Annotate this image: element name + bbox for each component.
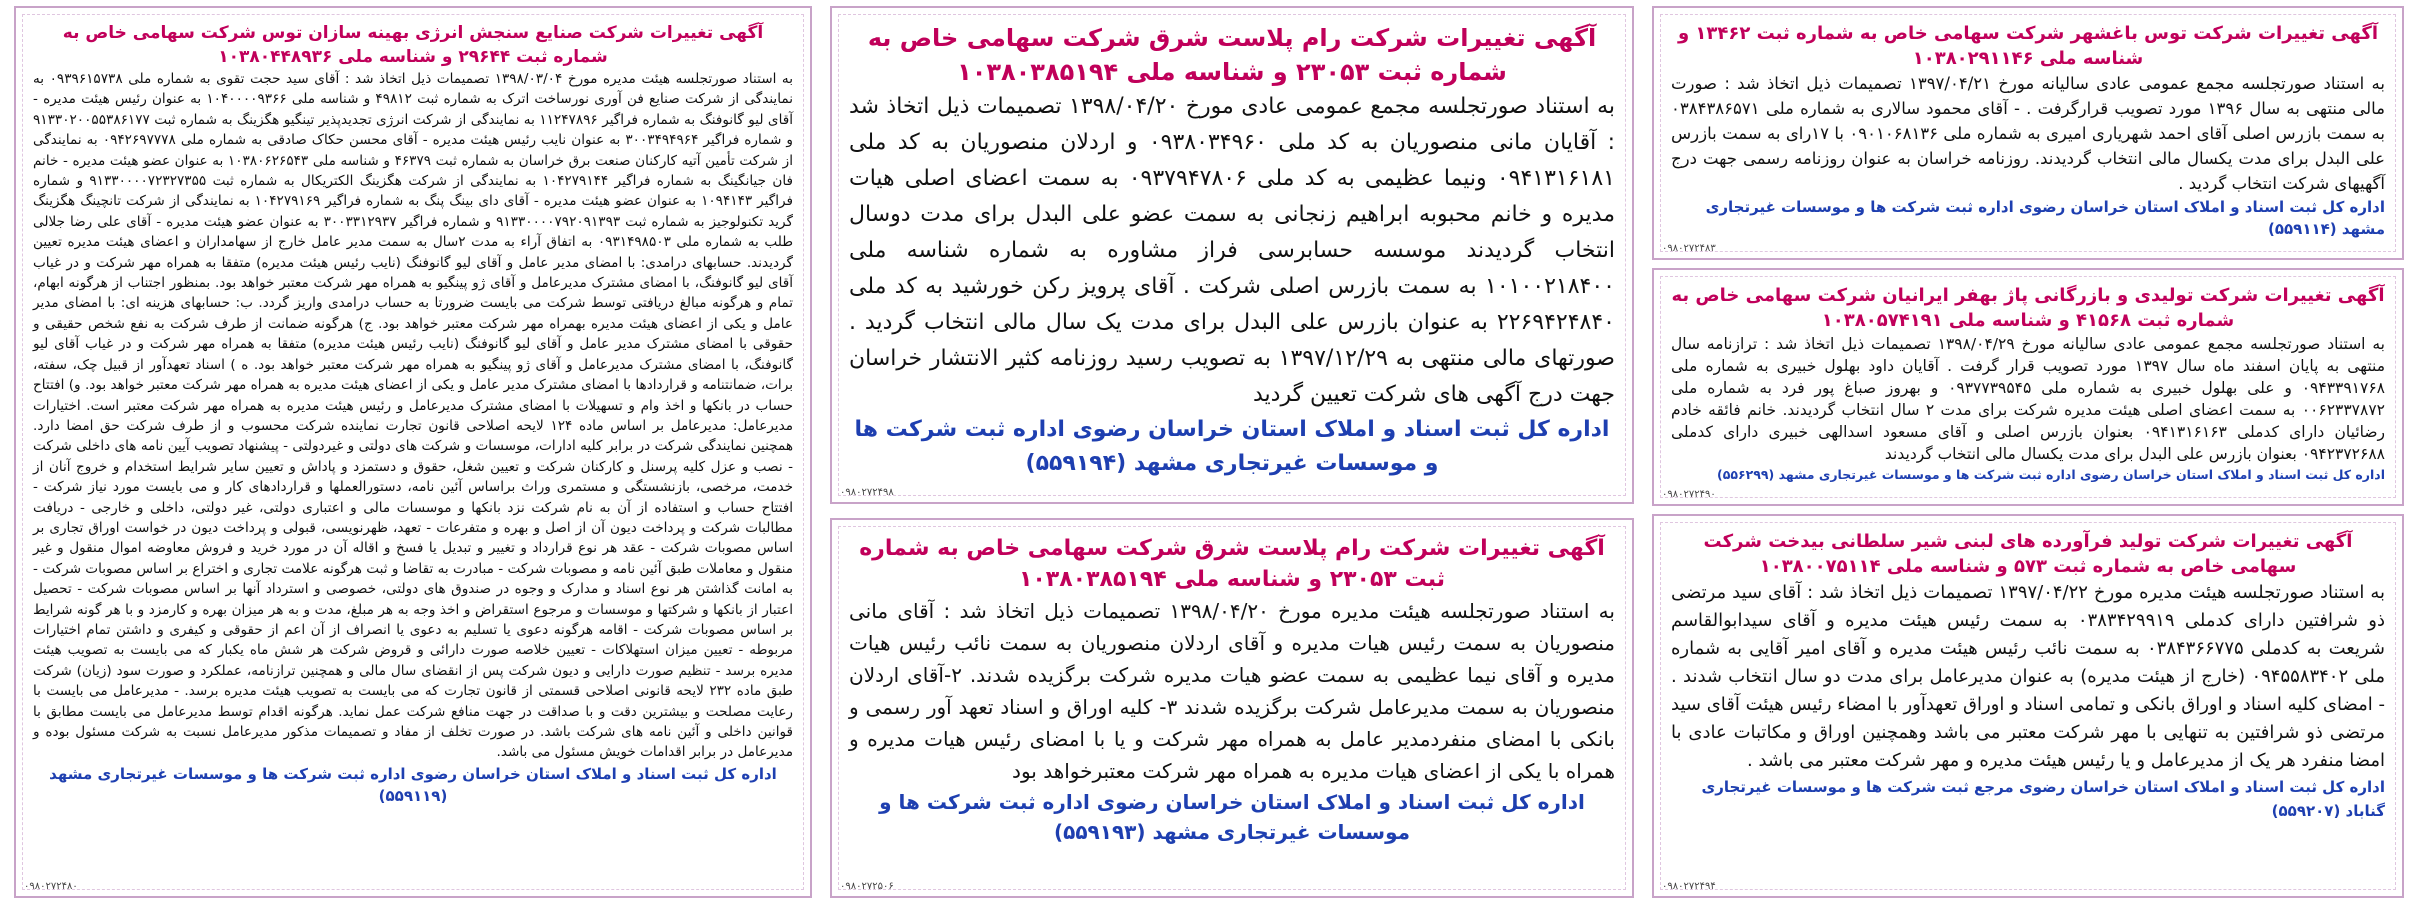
ad-title: آگهی تغییرات شرکت رام پلاست شرق شرکت سهامی خاص به شماره ثبت ۲۳۰۵۳ و شناسه ملی ۱۰۳۸۰۳۸۵۱۹۴: [859, 536, 1605, 592]
ad-body: به استناد صورتجلسه مجمع عمومی عادی مورخ ۱۳۹۸/۰۴/۲۰ تصمیمات ذیل اتخاذ شد : آقایان مانی منصوریان به کد ملی ۰۹۳۸۰۳۴۹۶۰ و اردلان منصوریان به کد ملی ۰۹۴۱۳۱۶۱۸۱ ونیما عظیمی به کد ملی ۰۹۳۷۹۴۷۸۰۶ به سمت اعضای اصلی هیات مدیره و خانم محبوبه ابراهیم زنجانی به سمت عضو علی البدل برای مدت دوسال انتخاب گردیدند موسسه حسابرسی فراز مشاوره به شماره شناسه ملی ۱۰۱۰۰۲۱۸۴۰۰ به سمت بازرس اصلی شرکت . آقای پرویز رکن خورشید به کد ملی ۲۲۶۹۴۲۴۸۴۰ به عنوان بازرس علی البدل برای مدت یک سال مالی انتخاب گردید . صورتهای مالی منتهی به ۱۳۹۷/۱۲/۲۹ به تصویب رسید روزنامه کثیر الانتشار خراسان جهت درج آگهی های شرکت تعیین گردید: [849, 94, 1615, 407]
ad-footer: اداره کل ثبت اسناد و املاک استان خراسان رضوی اداره ثبت شرکت ها و موسسات غیرتجاری مشهد (۵۵۹۱۹۴): [854, 417, 1610, 476]
ad-title: آگهی تغییرات شرکت توس باغشهر شرکت سهامی خاص به شماره ثبت ۱۳۴۶۲ و شناسه ملی ۱۰۳۸۰۲۹۱۱۴۶: [1677, 23, 2379, 69]
ad-soltani-bidokht: [1652, 514, 2404, 898]
ad-title: آگهی تغییرات شرکت تولیدی و بازرگانی پاژ بهفر ایرانیان شرکت سهامی خاص به شماره ثبت ۴۱۵۶۸ و شناسه ملی ۱۰۳۸۰۵۷۴۱۹۱: [1671, 285, 2385, 331]
ad-footer: اداره کل ثبت اسناد و املاک استان خراسان رضوی مرجع ثبت شرکت ها و موسسات غیرتجاری گناباد (۵۵۹۲۰۷): [1701, 778, 2385, 820]
ad-body: به استناد صورتجلسه هیئت مدیره مورخ ۱۳۹۸/۰۳/۰۴ تصمیمات ذیل اتخاذ شد : آقای سید حجت تقوی به شماره ملی ۰۹۳۹۶۱۵۷۳۸ به نمایندگی از شرکت صنایع فن آوری نورساخت اترک به شماره ثبت ۴۹۸۱۲ و شناسه ملی ۱۰۴۰۰۰۰۹۳۶۶ به عنوان رئیس هیئت مدیره - آقای لیو گانوفنگ به شماره فراگیر ۱۱۲۴۷۸۹۶ به نمایندگی از شرکت انرژی تجدیدپذیر تینگیو هگزینگ به شماره ثبت ۹۱۳۳۰۲۰۰۵۵۳۸۶۱۷۷ و شماره فراگیر ۳۰۰۳۴۹۴۹۶۴ به عنوان نایب رئیس هیئت مدیره - آقای محسن حکاک صادقی به شماره ملی ۰۹۴۲۶۹۷۷۷۸ به نمایندگی از شرکت تأمین آتیه کارکنان صنعت برق خراسان به شماره ثبت ۴۶۳۷۹ و شناسه ملی ۱۰۳۸۰۶۲۶۵۴۳ به عنوان عضو هیئت مدیره - خانم فان جیانگینگ به شماره فراگیر ۱۰۴۲۷۹۱۴۴ به نمایندگی از شرکت هگزینگ الکتریکال به شماره ثبت ۹۱۳۳۰۰۰۰۷۲۳۲۷۳۵۵ و شماره فراگیر ۱۰۹۴۱۴۳ به عنوان عضو هیئت مدیره - آقای دای بینگ پنگ به شماره فراگیر ۱۰۴۲۷۹۱۶۹ به نمایندگی از شرکت تانچینگ هگزینگ گرید تکنولوجیز به شماره ثبت ۹۱۳۳۰۰۰۰۷۹۲۰۹۱۳۹۳ و شماره فراگیر ۳۰۰۳۳۱۲۹۳۷ به عنوان عضو هیئت مدیره - آقای علی رضا جلالی طلب به شماره ملی ۰۹۳۱۴۹۸۵۰۳ به اتفاق آراء به مدت ۲سال به سمت مدیر عامل خارج از سهامداران و اعضای هیئت مدیره تعیین گردیدند. حسابهای درامدی: با امضای مدیر عامل و آقای لیو گانوفنگ (نایب رئیس هیئت مدیره) متفقا به همراه مهر شرکت و در غیاب آقای لیو گانوفنگ، با امضای مشترک مدیرعامل و آقای ژو پینگیو به همراه مهر شرکت معتبر خواهد بود. بمنظور اجتناب از هرگونه ابهام، تمام و هرگونه مبالغ دریافتی توسط شرکت می بایست ضرورتا به حساب درامدی واریز گردد. ب: حسابهای هزینه ای: با امضای مدیر عامل و یکی از اعضای هیئت مدیره بهمراه مهر شرکت معتبر خواهد بود. ج) هرگونه ضمانت از طرف شرکت به نفع شخص حقیقی و حقوقی با امضای مشترک مدیر عامل و آقای لیو گانوفنگ (نایب رئیس هیئت مدیره) متفقا به همراه مهر شرکت و در غیاب آقای لیو گانوفنگ، با امضای مشترک مدیرعامل و آقای ژو پینگیو به همراه مهر شرکت معتبر خواهد بود. ه ) اسناد تعهدآور از قبیل چک، سفته، برات، ضمانتنامه و قراردادها با امضای مشترک مدیر عامل و یکی از اعضای هیئت مدیره به همراه مهر شرکت معتبر خواهد بود. و) افتتاح حساب در بانکها و اخذ وام و تسهیلات با امضای مشترک مدیرعامل و رئیس هیئت مدیره به همراه مهر شرکت معتبر است. اختیارات مدیرعامل: مدیرعامل بر اساس ماده ۱۲۴ لایحه اصلاحی قانون تجارت نماینده شرکت محسوب و از طرف شرکت حق امضا دارد. همچنین نمایندگی شرکت در برابر کلیه ادارات، موسسات و شرکت های دولتی و غیردولتی - پیشنهاد تصویب آیین نامه های داخلی شرکت - نصب و عزل کلیه پرسنل و کارکنان شرکت و تعیین شغل، حقوق و دستمزد و پاداش و تعیین سایر شرایط استخدام و خروج آنان از خدمت، مرخصی، بازنشستگی و مستمری وراث براساس آئین نامه، دستورالعملها و قراردادهای کار و می بایست مورد نیاز شرکت - افتتاح حساب و استفاده از آن به نام شرکت نزد بانکها و موسسات مالی و اعتباری دولتی، غیر دولتی، داخلی و خارجی - دریافت مطالبات شرکت و پرداخت دیون آن از اصل و بهره و متفرعات - تعهد، ظهرنویسی، قبولی و پرداخت دیون در خواست اوراق تجاری بر اساس مصوبات شرکت - عقد هر نوع قرارداد و تغییر و تبدیل یا فسخ و اقاله آن در مورد خرید و فروش معاوضه اموال منقول و غیر منقول و معاملات طبق آئین نامه و مصوبات شرکت - مبادرت به تقاضا و ثبت هرگونه علامت تجاری و اختراع بر اساس مصوبات شرکت - به امانت گذاشتن هر نوع اسناد و مدارک و وجوه در صندوق های دولتی، خصوصی و استرداد آنها بر اساس مصوبات شرکت - تحصیل اعتبار از بانکها و شرکتها و موسسات و مرجوع استقراض و اخذ وجه به هر مبلغ، مدت و به هر میزان بهره و کارمزد و با هر گونه شرایط بر اساس مصوبات شرکت - اقامه هرگونه دعوی یا تسلیم به دعوی یا انصراف از آن اعم از حقوقی و کیفری و داشتن تمام اختیارات مربوطه - تعیین میزان استهلاکات - تعیین خلاصه صورت دارائی و قروض شرکت هر شش ماه یکبار که می بایست به تصویب هیئت مدیره برسد - تنظیم صورت دارایی و دیون شرکت پس از انقضای سال مالی و همچنین ترازنامه، عملکرد و صورت سود (زیان) شرکت طبق ماده ۲۳۲ لایحه قانونی اصلاحی قسمتی از قانون تجارت که می بایست به تصویب هیئت مدیره برسد. - مدیرعامل می بایست با رعایت مصلحت و بیشترین دقت و با صداقت در جهت منافع شرکت عمل نماید. هرگونه اقدام توسط مدیرعامل می بایست مطابق با قوانین داخلی و آئین نامه های شرکت باشد. در صورت تخلف از مفاد و تصمیمات مذکور مدیرعامل نسبت به شرکت مسئول بوده و مدیرعامل در برابر اقدامات خویش مسئول می باشد.: [33, 71, 794, 761]
ad-frame: [838, 14, 1626, 496]
ad-energy-measurement-toos: [14, 6, 812, 898]
ad-code: ۰۹۸۰۲۷۲۵۰۶: [840, 881, 894, 892]
ad-frame: [1660, 522, 2396, 890]
ad-title: آگهی تغییرات شرکت تولید فرآورده های لبنی شیر سلطانی بیدخت شرکت سهامی خاص به شماره ثبت ۵۷۳ و شناسه ملی ۱۰۳۸۰۰۷۵۱۱۴: [1703, 531, 2353, 577]
ad-toos-baghshahr: [1652, 6, 2404, 260]
ad-footer: اداره کل ثبت اسناد و املاک استان خراسان رضوی اداره ثبت شرکت ها و موسسات غیرتجاری مشهد (۵۵۹۱۱۴): [1705, 198, 2385, 238]
ad-ram-plast-general-assembly: [830, 6, 1634, 504]
ad-frame: [22, 14, 804, 890]
ad-footer: اداره کل ثبت اسناد و املاک استان خراسان رضوی اداره ثبت شرکت ها و موسسات غیرتجاری مشهد (۵۵۶۲۹۹): [1717, 467, 2385, 482]
ad-pazh-behfar: [1652, 268, 2404, 506]
ad-title: آگهی تغییرات شرکت رام پلاست شرق شرکت سهامی خاص به شماره ثبت ۲۳۰۵۳ و شناسه ملی ۱۰۳۸۰۳۸۵۱۹۴: [867, 24, 1597, 86]
ad-frame: [1660, 14, 2396, 252]
ad-code: ۰۹۸۰۲۷۲۴۹۸: [840, 487, 894, 498]
ad-frame: [838, 526, 1626, 890]
ad-frame: [1660, 276, 2396, 498]
ad-body: به استناد صورتجلسه مجمع عمومی عادی سالیانه مورخ ۱۳۹۸/۰۴/۲۹ تصمیمات ذیل اتخاذ شد : ترازنامه سال منتهی به پایان اسفند ماه سال ۱۳۹۷ مورد تصویب قرار گرفت . آقایان داود بهلول خبیری به شماره ملی ۰۹۴۳۳۹۱۷۶۸ و علی بهلول خبیری به شماره ملی ۰۹۳۷۷۳۹۵۴۵ و بهروز صباغ پور فرد به شماره ملی ۰۰۶۲۳۳۷۸۷۲ به سمت اعضای اصلی هیئت مدیره شرکت برای مدت ۲ سال انتخاب گردیدند. خانم فائقه خادم رضائیان دارای کدملی ۰۹۴۱۳۱۶۱۶۳ بعنوان بازرس اصلی و آقای مسعود اسدالهی خبیری دارای کدملی ۰۹۴۲۳۷۲۶۸۸ بعنوان بازرس علی البدل برای مدت یکسال مالی انتخاب گردیدند: [1671, 335, 2386, 463]
ad-footer: اداره کل ثبت اسناد و املاک استان خراسان رضوی اداره ثبت شرکت ها و موسسات غیرتجاری مشهد (۵۵۹۱۹۳): [879, 790, 1585, 844]
ad-ram-plast-board: [830, 518, 1634, 898]
ad-body: به استناد صورتجلسه هیئت مدیره مورخ ۱۳۹۸/۰۴/۲۰ تصمیمات ذیل اتخاذ شد : آقای مانی منصوریان به سمت رئیس هیات مدیره و آقای اردلان منصوریان به سمت نائب رئیس هیات مدیره و آقای نیما عظیمی به سمت عضو هیات مدیره شرکت برگزیده شدند. ۲-آقای اردلان منصوریان به سمت مدیرعامل شرکت برگزیده شدند ۳- کلیه اوراق و اسناد تعهد آور رسمی و بانکی با امضای منفردمدیر عامل به همراه مهر شرکت و یا با امضای رئیس هیات مدیره و همراه با یکی از اعضای هیات مدیره به همراه مهر شرکت معتبرخواهد بود: [849, 599, 1616, 783]
ad-body: به استناد صورتجلسه مجمع عمومی عادی سالیانه مورخ ۱۳۹۷/۰۴/۲۱ تصمیمات ذیل اتخاذ شد : صورت مالی منتهی به سال ۱۳۹۶ مورد تصویب قرارگرفت . - آقای محمود سالاری به شماره ملی ۰۳۸۴۳۸۶۵۷۱ به سمت بازرس اصلی آقای احمد شهریاری امیری به شماره ملی ۰۹۰۱۰۶۸۱۳۶ با ۱۷رای به سمت بازرس علی البدل برای مدت یکسال مالی انتخاب گردیدند. روزنامه خراسان به عنوان روزنامه رسمی جهت درج آگهیهای شرکت انتخاب گردید .: [1671, 74, 2386, 193]
ad-code: ۰۹۸۰۲۷۲۴۸۰: [24, 881, 78, 892]
ad-footer: اداره کل ثبت اسناد و املاک استان خراسان رضوی اداره ثبت شرکت ها و موسسات غیرتجاری مشهد (۵۵۹۱۱۹): [49, 764, 777, 805]
ad-title: آگهی تغییرات شرکت صنایع سنجش انرژی بهینه سازان توس شرکت سهامی خاص به شماره ثبت ۲۹۶۴۴ و شناسه ملی ۱۰۳۸۰۴۴۸۹۳۶: [62, 23, 764, 67]
ad-code: ۰۹۸۰۲۷۲۴۹۰: [1662, 489, 1716, 500]
ad-code: ۰۹۸۰۲۷۲۴۹۴: [1662, 881, 1716, 892]
ad-body: به استناد صورتجلسه هیئت مدیره مورخ ۱۳۹۷/۰۴/۲۲ تصمیمات ذیل اتخاذ شد : آقای سید مرتضی ذو شرافتین دارای کدملی ۰۳۸۳۴۲۹۹۱۹ به سمت رئیس هیئت مدیره و آقای سیدابوالقاسم شریعت به کدملی ۰۳۸۴۳۶۶۷۷۵ به سمت نائب رئیس هیئت مدیره و آقای امیر آقایی به شماره ملی ۰۹۴۵۵۸۳۴۰۲ (خارج از هیئت مدیره) به عنوان مدیرعامل برای مدت دو سال انتخاب شدند . - امضای کلیه اسناد و اوراق بانکی و تمامی اسناد و اوراق تعهدآور با امضاء رئیس هیئت آقای سید مرتضی ذو شرافتین به تنهایی با مهر شرکت معتبر می باشد وهمچنین اوراق و مکاتبات عادی با امضا منفرد هر یک از مدیرعامل و یا رئیس هیئت مدیره و مهر شرکت معتبر می باشد .: [1671, 582, 2385, 771]
ad-code: ۰۹۸۰۲۷۲۴۸۳: [1662, 243, 1716, 254]
